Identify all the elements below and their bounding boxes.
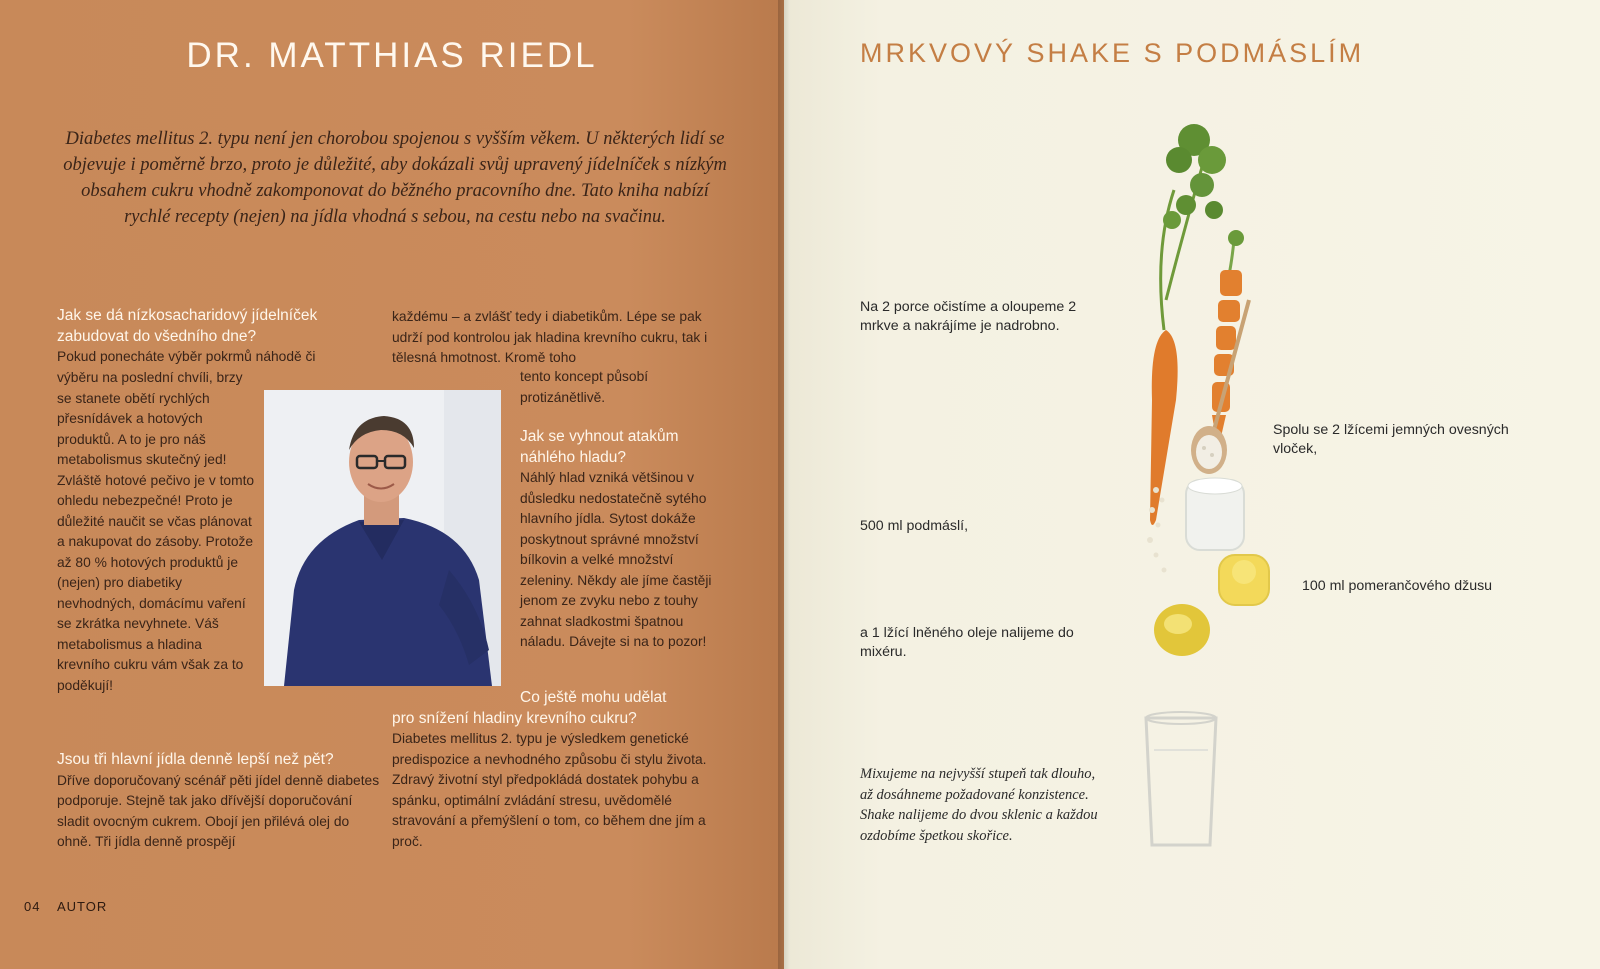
- ingredients-illustration: [1084, 100, 1384, 880]
- recipe-step-buttermilk: 500 ml podmáslí,: [860, 518, 969, 534]
- recipe-final-instruction: Mixujeme na nejvyšší stupeň tak dlouho, až dosáhneme požadované konzistence. Shake nalijeme do dvou sklenic a každou ozdobíme špetkou skořice.: [860, 766, 1098, 844]
- column2-block-hunger: [520, 427, 720, 653]
- paragraph-lower-blood-sugar: Diabetes mellitus 2. typu je výsledkem genetické predispozice a nevhodného způsobu či stylu života. Zdravý životní styl předpokládá dostatek pohybu a spánku, optimální zvládání stresu, uvědomělé stravování a přemýšlení o tom, co během dne jím a proč.: [392, 731, 707, 849]
- heading-sudden-hunger: Jak se vyhnout atakům náhlého hladu?: [520, 428, 679, 466]
- recipe-step-orange-juice: 100 ml pomerančového džusu: [1302, 578, 1493, 594]
- paragraph-lowcarb-wrapped: výběru na poslední chvíli, brzy se stanete obětí rychlých přesnídávek a hotových produktů. A to je pro náš metabolismus skutečný jed! Zvláště hotové pečivo je v tomto ohledu nebezpečné! Proto je důležité naučit se včas plánovat a nakupovat do zásoby. Protože až 80 % hotových produktů je (nejen) pro diabetiky nevhodných, domácímu vaření se zkrátka nevyhnete. Váš metabolismus a hladina krevního cukru vám však za to poděkují!: [57, 370, 255, 693]
- recipe-step-oats: Spolu se 2 lžícemi jemných ovesných vloček,: [1273, 422, 1509, 457]
- carrot-greens-icon: [1161, 124, 1244, 330]
- carrot-whole-icon: [1150, 330, 1178, 525]
- paragraph-lowcarb-start: Pokud ponecháte výběr pokrmů náhodě či: [57, 349, 316, 364]
- right-page: [784, 0, 1600, 969]
- heading-lower-blood-sugar: [392, 688, 722, 729]
- paragraph-every-person: každému – a zvlášť tedy i diabetikům. Lépe se pak udrží pod kontrolou jak hladina krevního cukru, tak i tělesná hmotnost. Kromě toho: [392, 309, 708, 365]
- recipe-step-carrots: Na 2 porce očistíme a oloupeme 2 mrkve a nakrájíme je nadrobno.: [860, 299, 1077, 334]
- paragraph-anti-inflammatory: tento koncept působí protizánětlivě.: [520, 369, 649, 405]
- linseed-oil-icon: [1154, 604, 1210, 656]
- paragraph-sudden-hunger: Náhlý hlad vzniká většinou v důsledku nedostatečně sytého hlavního jídla. Sytost dokáže poskytnout správné množství bílkovin a velké množství zeleniny. Někdy ale jíme častěji jenom ze zvyku nebo z touhy zahnat sladkostmi špatnou náladu. Dávejte si na to pozor!: [520, 470, 712, 649]
- recipe-title: MRKVOVÝ SHAKE S PODMÁSLÍM: [860, 38, 1365, 68]
- heading-lower-blood-sugar-line2: pro snížení hladiny krevního cukru?: [392, 709, 637, 727]
- portrait-photo: [264, 390, 501, 686]
- buttermilk-jar-icon: [1186, 478, 1244, 550]
- heading-lowcarb-everyday: Jak se dá nízkosacharidový jídelníček zabudovat do všedního dne?: [57, 307, 318, 345]
- left-page: [0, 0, 784, 969]
- author-title: DR. MATTHIAS RIEDL: [186, 36, 598, 75]
- recipe-step-oil: a 1 lžící lněného oleje nalijeme do mixéru.: [860, 625, 1074, 660]
- heading-lower-blood-sugar-line1: Co ještě mohu udělat: [520, 689, 667, 706]
- page-number: 04: [24, 899, 41, 914]
- paragraph-three-meals: Dříve doporučovaný scénář pěti jídel denně diabetes podporuje. Stejně tak jako dřívější doporučování sladit ovocným cukrem. Obojí jen přilévá olej do ohně. Tři jídla denně prospějí: [57, 772, 380, 849]
- column1-block1: [57, 306, 387, 368]
- intro-paragraph: Diabetes mellitus 2. typu není jen chorobou spojenou s vyšším věkem. U některých lidí se objevuje i poměrně brzo, proto je důležité, aby dokázali svůj upravený jídelníček s nízkým obsahem cukru vhodně zakomponovat do běžného pracovního dne. Tato kniha nabízí rychlé recepty (nejen) na jídla vhodná s sebou, na cestu nebo na svačinu.: [63, 129, 727, 227]
- column2-block-blood-sugar: [392, 688, 722, 852]
- section-label: AUTOR: [57, 899, 108, 914]
- heading-three-meals: Jsou tři hlavní jídla denně lepší než pět?: [57, 751, 334, 768]
- orange-juice-bottle-icon: [1219, 555, 1269, 605]
- empty-glass-icon: [1146, 712, 1216, 845]
- column1-block2: [57, 750, 387, 853]
